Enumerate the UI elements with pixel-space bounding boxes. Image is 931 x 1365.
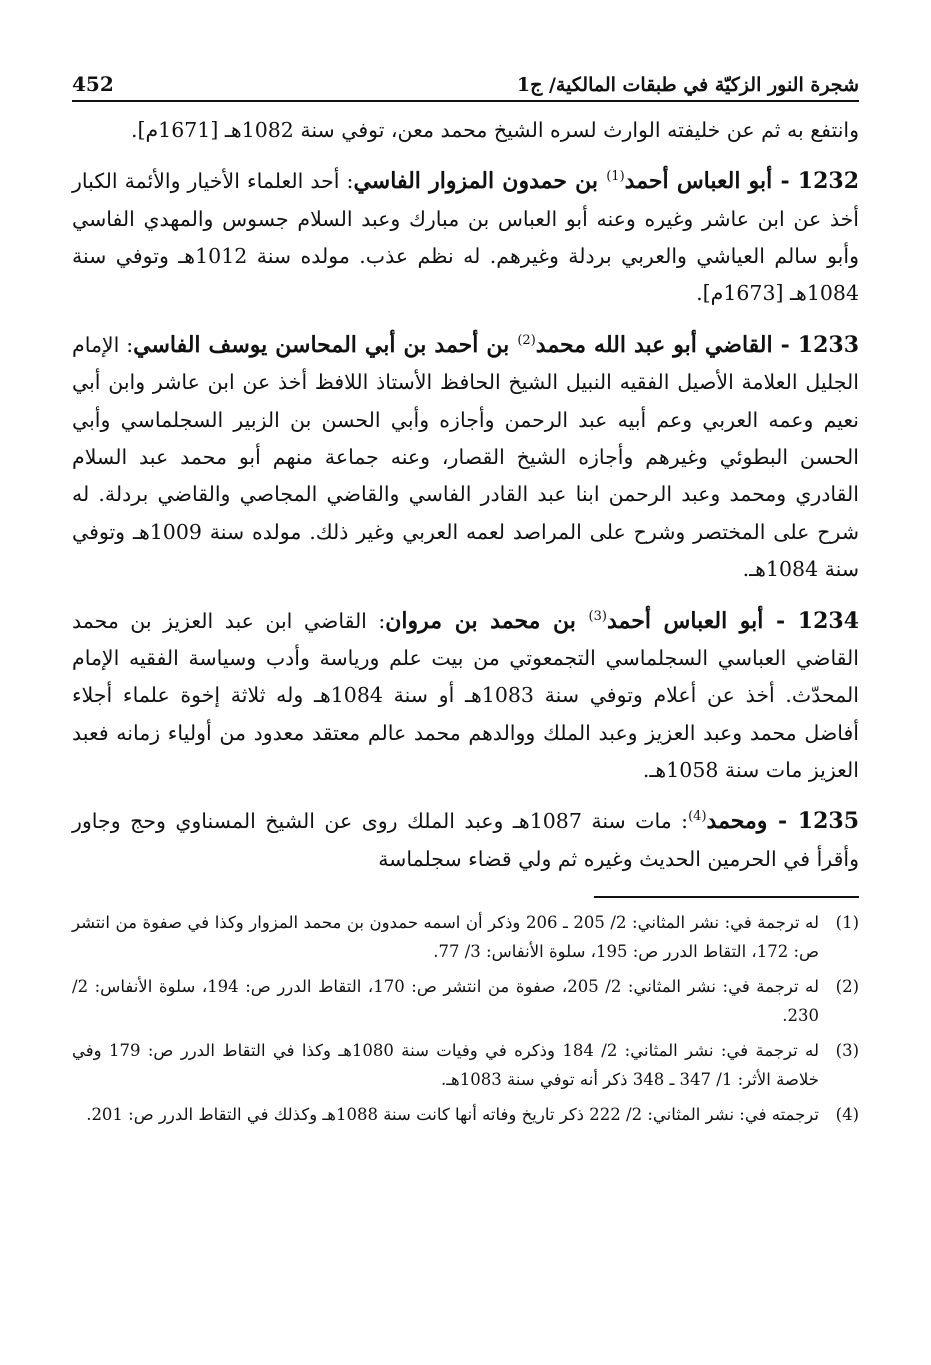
intro-paragraph: وانتفع به ثم عن خليفته الوارث لسره الشيخ محمد معن، توفي سنة 1082هـ [1671م].: [130, 118, 859, 142]
entry-text: : أحد العلماء الأخيار والأئمة الكبار أخذ عن ابن عاشر وغيره وعنه أبو العباس بن مبارك وعبد السلام جسوس والمهدي الفاسي وأبو سالم العياشي والعربي بردلة وغيرهم. له نظم عذب. مولده سنة 1012هـ وتوفي سنة 1084هـ [1673م].: [72, 169, 859, 306]
entry-1234: [72, 598, 859, 790]
entry-text: : الإمام الجليل العلامة الأصيل الفقيه النبيل الشيخ الحافظ الأستاذ اللافظ أخذ عن ابن عاشر وابن أبي نعيم وعمه العربي وعم أبيه عبد الرحمن وأجازه وأبي الحسن بن الزبير السجلماسي وأبي الحسن البطوئي وغيرهم وأجازه الشيخ القصار، وعنه جماعة منهم أبو محمد عبد السلام القادري ومحمد وعبد الرحمن ابنا عبد القادر الفاسي والقاضي المجاصي والقاضي بردلة. له شرح على المختصر وشرح على المراصد لعمه العربي وغير ذلك. مولده سنة 1009هـ وتوفي سنة 1084هـ.: [72, 332, 859, 582]
running-header: [72, 58, 859, 96]
page-number: 452: [72, 72, 114, 96]
footnote-text: له ترجمة في: نشر المثاني: 2/ 205، صفوة من انتشر ص: 170، التقاط الدرر ص: 194، سلوة الأنفاس: 2/ 230.: [72, 977, 820, 1026]
entry-text: : مات سنة 1087هـ وعبد الملك روى عن الشيخ المسناوي وحج وجاور وأقرأ في الحرمين الحديث وغيره ثم ولي قضاء سجلماسة: [72, 809, 859, 871]
entry-1233: [72, 322, 859, 589]
footnote-text: ترجمته في: نشر المثاني: 2/ 222 ذكر تاريخ وفاته أنها كانت سنة 1088هـ وكذلك في التقاط الدرر ص: 201.: [86, 1105, 819, 1125]
entry-heading: 1233 - القاضي أبو عبد الله محمد: [535, 331, 860, 358]
entry-1232: [72, 158, 859, 312]
footnote-text: له ترجمة في: نشر المثاني: 2/ 205 ـ 206 وذكر أن اسمه حمدون بن محمد المزوار وكذا في صفوة من انتشر ص: 172، التقاط الدرر ص: 195، سلوة الأنفاس: 3/ 77.: [72, 913, 820, 962]
entry-heading-rest: بن حمدون المزوار الفاسي: [353, 168, 607, 195]
entry-heading: 1232 - أبو العباس أحمد: [624, 168, 859, 195]
footnote-ref[interactable]: (1): [606, 169, 625, 185]
entry-heading: 1235 - ومحمد: [706, 808, 859, 835]
footnote-number: (4): [835, 1105, 859, 1125]
running-title: شجرة النور الزكيّة في طبقات المالكية/ ج1: [516, 74, 859, 96]
footnote-2: [72, 972, 859, 1030]
footnote-ref[interactable]: (4): [688, 809, 707, 825]
footnote-number: (1): [835, 913, 859, 933]
entry-heading: 1234 - أبو العباس أحمد: [606, 607, 859, 634]
footnote-3: [72, 1036, 859, 1094]
footnote-number: (3): [835, 1041, 859, 1061]
footnote-ref[interactable]: (2): [517, 332, 536, 348]
footnote-ref[interactable]: (3): [588, 608, 607, 624]
footnote-separator: [594, 896, 859, 898]
entry-heading-rest: بن أحمد بن أبي المحاسن يوسف الفاسي: [133, 331, 518, 358]
footnote-number: (2): [835, 977, 859, 997]
footnote-text: له ترجمة في: نشر المثاني: 2/ 184 وذكره في وفيات سنة 1080هـ وكذا في التقاط الدرر ص: 179 وفي خلاصة الأثر: 1/ 347 ـ 348 ذكر أنه توفي سنة 1083هـ.: [72, 1041, 819, 1090]
footnote-4: [72, 1100, 859, 1129]
footnotes: [72, 908, 859, 1129]
entry-text: : القاضي ابن عبد العزيز بن محمد القاضي العباسي السجلماسي التجمعوتي من بيت علم ورياسة وأدب وسياسة الفقيه الإمام المحدّث. أخذ عن أعلام وتوفي سنة 1083هـ أو سنة 1084هـ وله ثلاثة إخوة علماء أجلاء أفاضل محمد وعبد العزيز وعبد الملك ووالدهم محمد عالم معتقد معدود من أولياء زمانه فعبد العزيز مات سنة 1058هـ.: [72, 608, 859, 782]
main-text: [72, 112, 859, 878]
header-rule: [72, 100, 859, 102]
entry-1235: [72, 798, 859, 878]
entry-heading-rest: بن محمد بن مروان: [385, 607, 589, 634]
footnote-1: [72, 908, 859, 966]
